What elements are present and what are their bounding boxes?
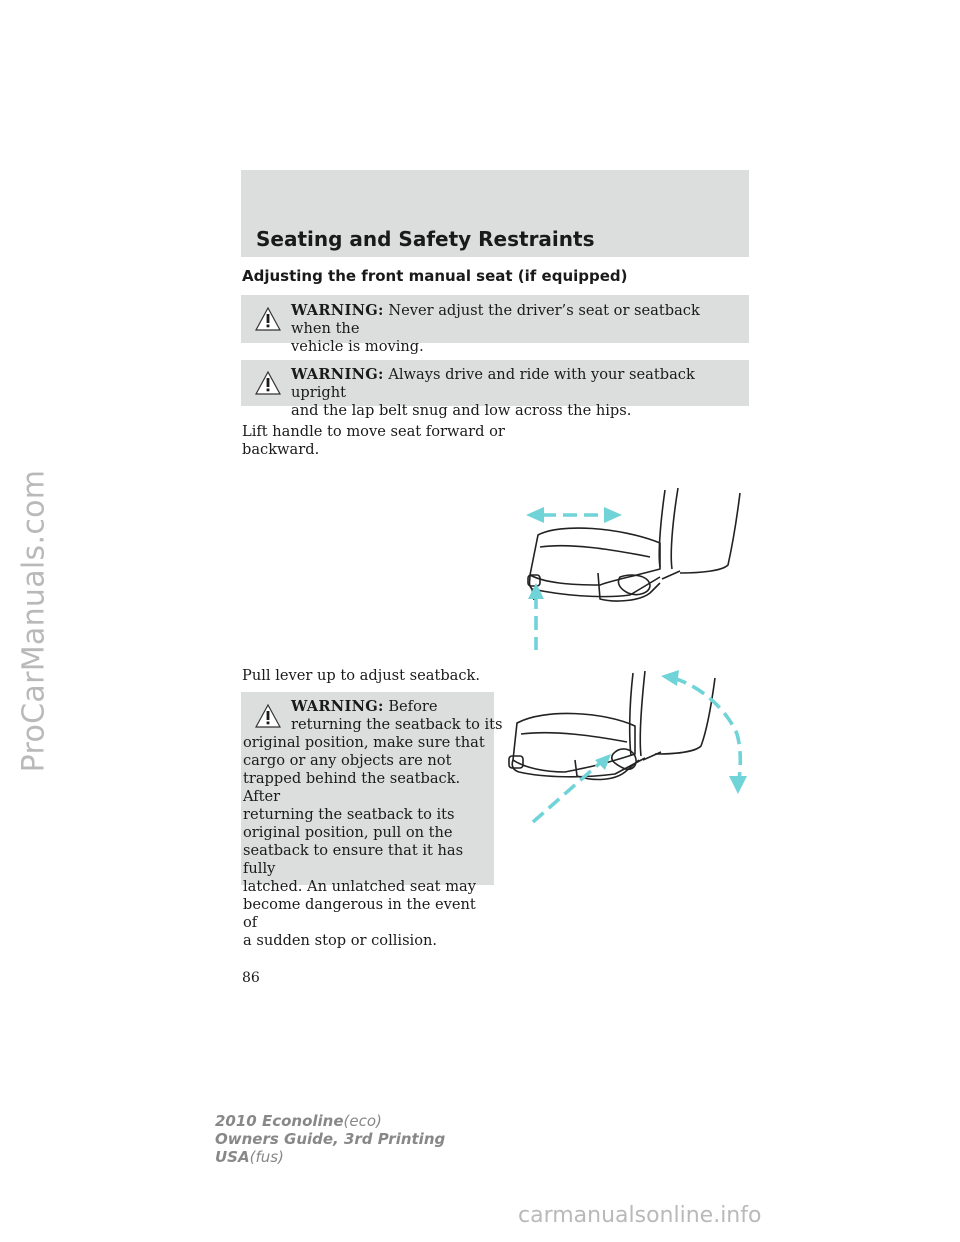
footer-model: 2010 Econoline bbox=[215, 1112, 344, 1130]
warning-text-1 bbox=[291, 302, 741, 356]
warning-triangle-icon bbox=[255, 704, 281, 728]
footer-guide: Owners Guide, 3rd Printing bbox=[215, 1130, 446, 1148]
warning-label: WARNING: bbox=[291, 302, 384, 319]
warning-line: returning the seatback to its bbox=[291, 716, 503, 733]
footer-model-code: (eco) bbox=[343, 1112, 382, 1130]
section-heading: Adjusting the front manual seat (if equipped) bbox=[242, 267, 628, 285]
seatback-recline-illustration bbox=[505, 668, 765, 848]
bottom-watermark: carmanualsonline.info bbox=[518, 1203, 762, 1228]
warning-label: WARNING: bbox=[291, 698, 384, 715]
seat-fore-aft-illustration bbox=[500, 485, 760, 660]
lift-handle-instruction: Lift handle to move seat forward or backward. bbox=[242, 423, 505, 458]
footer bbox=[215, 1112, 445, 1166]
page-number: 86 bbox=[242, 970, 260, 986]
footer-market: USA bbox=[215, 1148, 250, 1166]
pull-lever-instruction: Pull lever up to adjust seatback. bbox=[242, 667, 481, 684]
warning-line: and the lap belt snug and low across the hips. bbox=[291, 402, 632, 419]
warning-triangle-icon bbox=[255, 307, 281, 331]
warning-line: Before bbox=[388, 698, 438, 715]
chapter-header bbox=[241, 170, 749, 257]
side-watermark: ProCarManuals.com bbox=[16, 469, 52, 773]
warning-text-3-body: original position, make sure that cargo or any objects are not trapped behind the seatback. After returning the seatback to its original position, pull on the seatback to ensure that it has fully latched. An unlatched seat may become dangerous in the event of a sudden stop or collision. bbox=[243, 734, 485, 949]
warning-text-3-header bbox=[291, 698, 503, 734]
warning-text-2 bbox=[291, 366, 741, 420]
warning-triangle-icon bbox=[255, 371, 281, 395]
warning-line: Never adjust the driver’s seat or seatback when the bbox=[291, 302, 700, 337]
warning-label: WARNING: bbox=[291, 366, 384, 383]
chapter-title: Seating and Safety Restraints bbox=[256, 227, 595, 251]
warning-line: Always drive and ride with your seatback upright bbox=[291, 366, 695, 401]
warning-line: vehicle is moving. bbox=[291, 338, 424, 355]
footer-market-code: (fus) bbox=[249, 1148, 284, 1166]
